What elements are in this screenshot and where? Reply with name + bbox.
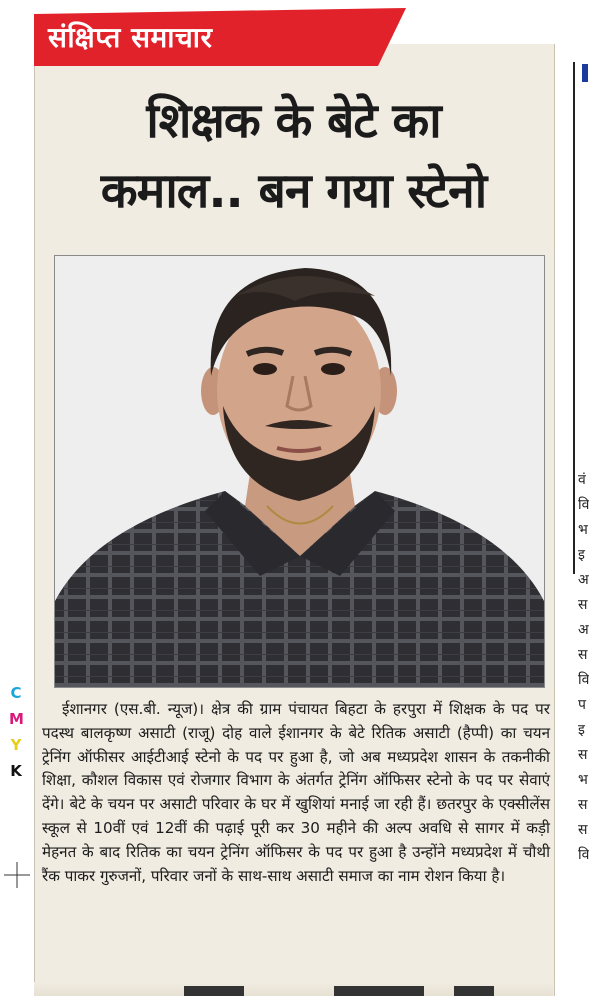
- adjacent-char: भ: [578, 522, 588, 538]
- section-banner: [34, 8, 406, 66]
- cmyk-magenta: M: [9, 710, 24, 728]
- portrait-photo: [54, 255, 545, 688]
- cmyk-yellow: Y: [10, 736, 22, 754]
- adjacent-char: वि: [578, 497, 589, 513]
- adjacent-char: स: [578, 597, 588, 613]
- section-banner-label: संक्षिप्त समाचार: [48, 21, 213, 54]
- headline-line-1: शिक्षक के बेटे का: [146, 93, 441, 149]
- adjacent-char: अ: [578, 622, 589, 638]
- cmyk-color-marks: [9, 680, 23, 784]
- adjacent-char: स: [578, 747, 588, 763]
- adjacent-char: स: [578, 822, 588, 838]
- headline: [34, 86, 553, 226]
- cmyk-cyan: C: [10, 684, 22, 702]
- article-body: ईशानगर (एस.बी. न्यूज)। क्षेत्र की ग्राम पंचायत बिहटा के हरपुरा में शिक्षक के पद पर पदस्थ बालकृष्ण असाटी (राजू) दोह वाले ईशानगर के बेटे रितिक असाटी (हैप्पी) का चयन ट्रेनिंग ऑफीसर आईटीआई स्टेनो के पद पर हुआ है, जो अब मध्यप्रदेश शासन के तकनीकी शिक्षा, कौशल विकास एवं रोजगार विभाग के अंतर्गत ट्रेनिंग ऑफिसर स्टेनो के पद पर सेवाएं देंगे। बेटे के चयन पर असाटी परिवार के घर में खुशियां मनाई जा रही हैं। छतरपुर के एक्सीलेंस स्कूल से 10वीं एवं 12वीं की पढ़ाई पूरी कर 30 महीने की अल्प अवधि से सागर में कड़ी मेहनत के बाद रितिक का चयन ट्रेनिंग ऑफिसर के पद पर हुआ है उन्होंने मध्यप्रदेश में चौथी रैंक पाकर गुरुजनों, परिवार जनों के साथ-साथ असाटी समाज का नाम रोशन किया है।: [42, 700, 550, 885]
- adjacent-column-text: [578, 468, 588, 868]
- adjacent-char: इ: [578, 722, 585, 738]
- headline-line-2: कमाल.. बन गया स्टेनो: [100, 163, 487, 219]
- adjacent-column-rule: [573, 62, 575, 574]
- adjacent-char: वि: [578, 847, 589, 863]
- portrait-photo-icon: [55, 256, 544, 687]
- adjacent-column-blue-mark: [582, 64, 588, 82]
- adjacent-char: स: [578, 647, 588, 663]
- adjacent-char: भ: [578, 772, 588, 788]
- next-article-fragment: [34, 982, 553, 996]
- crosshair-icon: [4, 862, 30, 888]
- cmyk-black: K: [10, 762, 22, 780]
- adjacent-char: अ: [578, 572, 589, 588]
- adjacent-char: इ: [578, 547, 585, 563]
- adjacent-char: वि: [578, 672, 589, 688]
- adjacent-char: वं: [578, 472, 586, 488]
- adjacent-char: स: [578, 797, 588, 813]
- adjacent-char: प: [578, 697, 586, 713]
